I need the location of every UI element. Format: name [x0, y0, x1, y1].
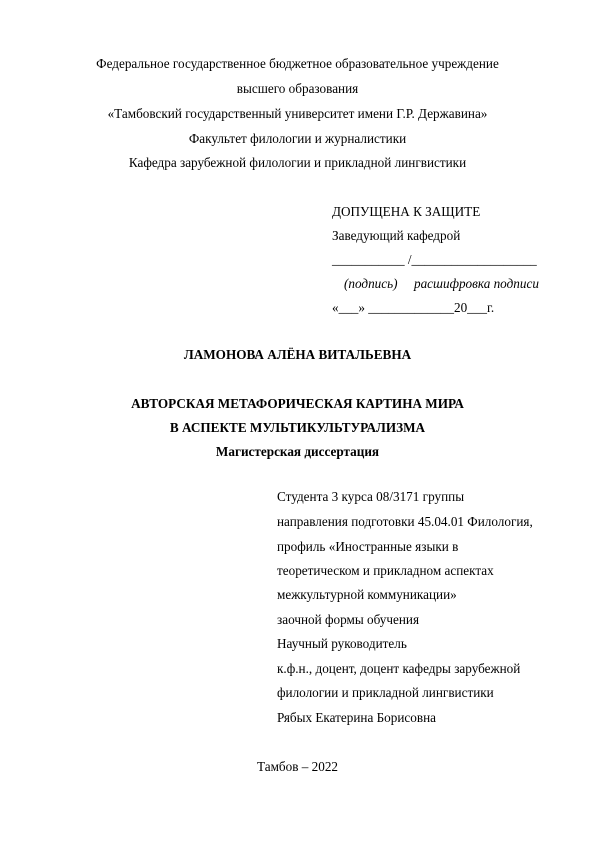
approval-title: ДОПУЩЕНА К ЗАЩИТЕ	[332, 204, 481, 219]
institution-level: высшего образования	[236, 81, 359, 96]
signature-caption: (подпись) расшифровка подписи	[344, 276, 539, 291]
university-name: «Тамбовский государственный университет имени Г.Р. Державина»	[107, 106, 488, 121]
student-info-line: Студента 3 курса 08/3171 группы	[277, 489, 465, 504]
student-info-line: направления подготовки 45.04.01 Филология,	[277, 514, 533, 529]
approval-role: Заведующий кафедрой	[332, 228, 461, 243]
thesis-title-line1: АВТОРСКАЯ МЕТАФОРИЧЕСКАЯ КАРТИНА МИРА	[131, 396, 464, 411]
student-info-line: Рябых Екатерина Борисовна	[277, 710, 437, 725]
student-info-line: межкультурной коммуникации»	[277, 587, 457, 602]
student-info-line: к.ф.н., доцент, доцент кафедры зарубежной	[277, 661, 521, 676]
approval-date-line: «___» _____________20___г.	[332, 300, 495, 315]
institution-type: Федеральное государственное бюджетное образовательное учреждение	[96, 56, 499, 71]
student-info-line: филологии и прикладной лингвистики	[277, 685, 494, 700]
signature-line: ___________ /___________________	[332, 252, 537, 267]
student-info-line: профиль «Иностранные языки в	[277, 539, 459, 554]
thesis-title-line2: В АСПЕКТЕ МУЛЬТИКУЛЬТУРАЛИЗМА	[169, 420, 426, 435]
student-info-line: теоретическом и прикладном аспектах	[277, 563, 494, 578]
thesis-type: Магистерская диссертация	[215, 444, 380, 459]
department-name: Кафедра зарубежной филологии и прикладной лингвистики	[128, 155, 467, 170]
student-info-line: заочной формы обучения	[277, 612, 420, 627]
city-year: Тамбов – 2022	[256, 759, 339, 774]
student-info-line: Научный руководитель	[277, 636, 407, 651]
faculty-name: Факультет филологии и журналистики	[188, 131, 407, 146]
author-name: ЛАМОНОВА АЛЁНА ВИТАЛЬЕВНА	[183, 347, 412, 362]
